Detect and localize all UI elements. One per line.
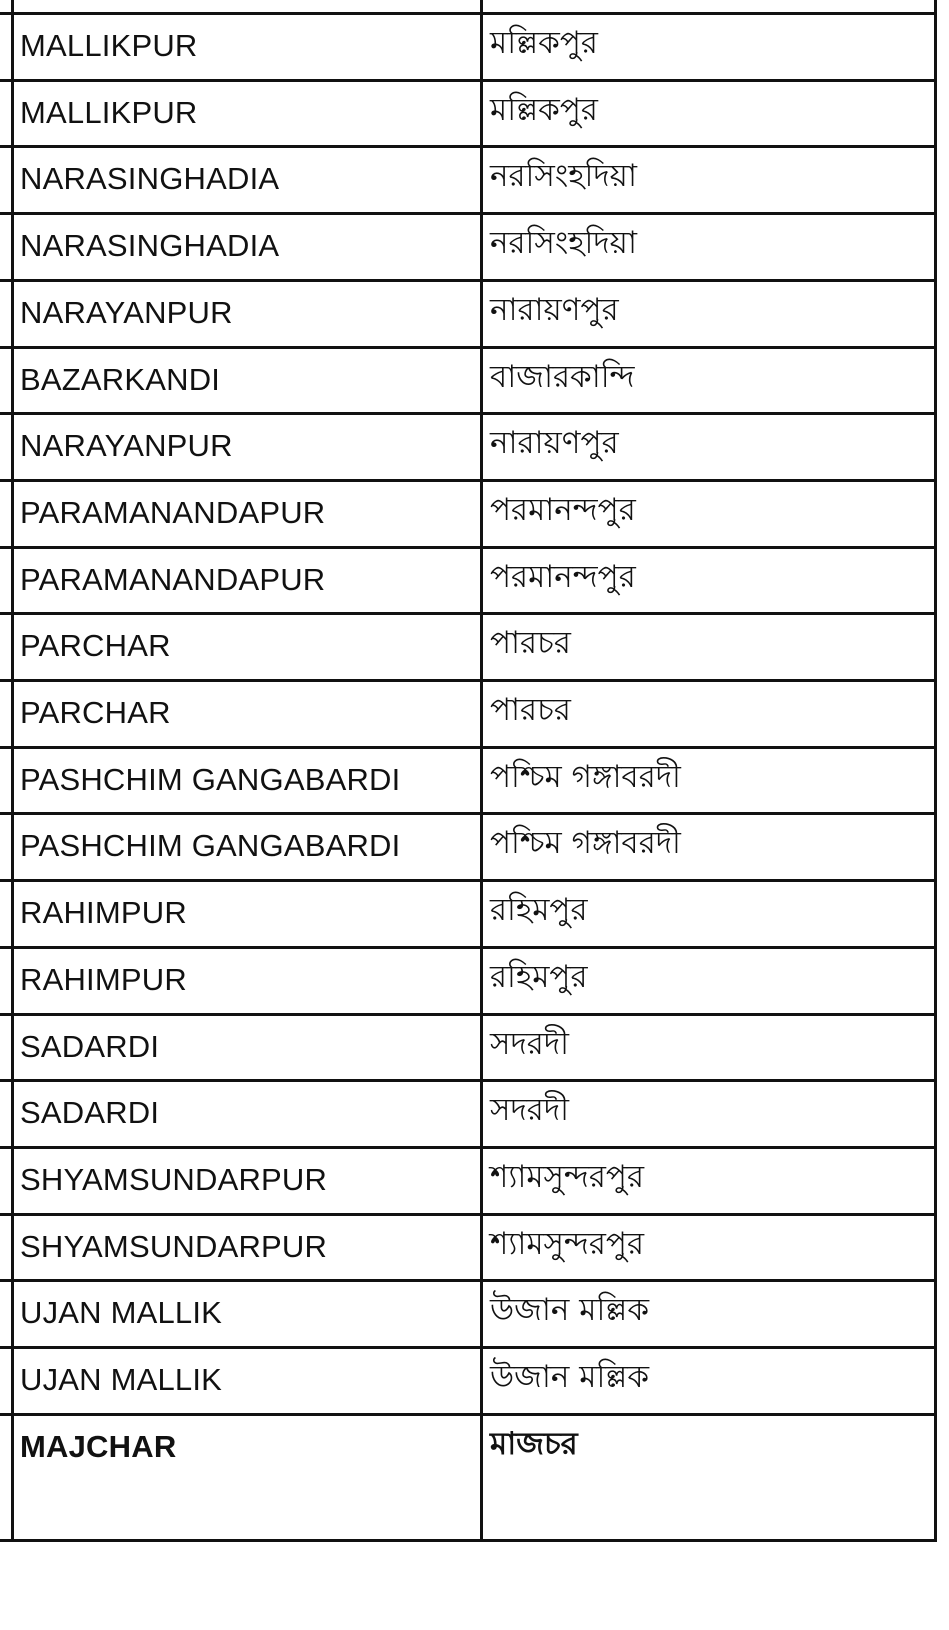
table-row bbox=[11, 12, 937, 82]
table-row bbox=[11, 412, 937, 482]
english-name-cell: UJAN MALLIK bbox=[20, 1295, 223, 1331]
left-rule-stub bbox=[0, 746, 12, 749]
english-name-cell: SADARDI bbox=[20, 1095, 160, 1131]
english-name-cell: MALLIKPUR bbox=[20, 28, 198, 63]
left-rule-stub bbox=[0, 946, 12, 949]
left-rule-stub bbox=[0, 145, 12, 148]
row-separator bbox=[11, 79, 937, 82]
table-row bbox=[11, 812, 937, 882]
english-name-cell: PARCHAR bbox=[20, 695, 171, 730]
bengali-name-cell: রহিমপুর bbox=[490, 958, 588, 995]
bengali-name-cell: পশ্চিম গঙ্গাবরদী bbox=[490, 758, 681, 795]
bengali-name-cell: মাজচর bbox=[490, 1425, 578, 1462]
left-rule-stub bbox=[0, 1213, 12, 1216]
english-name-cell: NARASINGHADIA bbox=[20, 228, 280, 264]
left-rule-stub bbox=[0, 1346, 12, 1349]
table-row bbox=[11, 1079, 937, 1149]
row-separator bbox=[11, 812, 937, 815]
left-rule-stub bbox=[0, 612, 12, 615]
table-row bbox=[11, 479, 937, 549]
row-separator bbox=[11, 279, 937, 282]
english-name-cell: NARASINGHADIA bbox=[20, 161, 280, 197]
english-name-cell: SHYAMSUNDARPUR bbox=[20, 1228, 328, 1264]
table-row bbox=[11, 1413, 937, 1483]
row-separator bbox=[11, 412, 937, 415]
bengali-name-cell: পরমানন্দপুর bbox=[490, 558, 636, 595]
table-row bbox=[11, 1013, 937, 1083]
table-row bbox=[11, 145, 937, 215]
left-rule-stub bbox=[0, 1146, 12, 1149]
table-row bbox=[11, 212, 937, 282]
bengali-name-cell: বাজারকান্দি bbox=[490, 358, 635, 395]
english-name-cell: MAJCHAR bbox=[20, 1428, 177, 1464]
bengali-name-cell: রহিমপুর bbox=[490, 892, 588, 929]
row-separator bbox=[11, 12, 937, 15]
english-name-cell: UJAN MALLIK bbox=[20, 1362, 223, 1397]
row-separator bbox=[11, 879, 937, 882]
english-name-cell: RAHIMPUR bbox=[20, 961, 187, 997]
row-separator bbox=[11, 679, 937, 682]
english-name-cell: PARAMANANDAPUR bbox=[20, 494, 326, 530]
left-rule-stub bbox=[0, 346, 12, 349]
left-rule-stub bbox=[0, 79, 12, 82]
left-rule-stub bbox=[0, 1279, 12, 1282]
bengali-name-cell: শ্যামসুন্দরপুর bbox=[490, 1225, 645, 1262]
left-rule-stub bbox=[0, 412, 12, 415]
table-bottom-border bbox=[11, 1539, 937, 1542]
bengali-name-cell: শ্যামসুন্দরপুর bbox=[490, 1158, 645, 1195]
row-separator bbox=[11, 946, 937, 949]
left-rule-stub bbox=[0, 812, 12, 815]
left-rule-stub bbox=[0, 1539, 12, 1542]
english-name-cell: SHYAMSUNDARPUR bbox=[20, 1161, 328, 1197]
table-row bbox=[11, 1213, 937, 1283]
left-rule-stub bbox=[0, 1413, 12, 1416]
english-name-cell: PARAMANANDAPUR bbox=[20, 561, 326, 597]
bengali-name-cell: নারায়ণপুর bbox=[490, 291, 619, 328]
row-separator bbox=[11, 1413, 937, 1416]
left-rule-stub bbox=[0, 879, 12, 882]
english-name-cell: BAZARKANDI bbox=[20, 361, 221, 397]
left-rule-stub bbox=[0, 479, 12, 482]
english-name-cell: SADARDI bbox=[20, 1028, 160, 1064]
row-separator bbox=[11, 1279, 937, 1282]
bengali-name-cell: সদরদী bbox=[490, 1092, 569, 1129]
english-name-cell: RAHIMPUR bbox=[20, 895, 187, 931]
table-row bbox=[11, 79, 937, 149]
left-rule-stub bbox=[0, 279, 12, 282]
table-row bbox=[11, 1146, 937, 1216]
english-name-cell: NARAYANPUR bbox=[20, 294, 233, 330]
table-row bbox=[11, 679, 937, 749]
left-rule-stub bbox=[0, 212, 12, 215]
row-separator bbox=[11, 1013, 937, 1016]
bengali-name-cell: পারচর bbox=[490, 692, 571, 728]
bengali-name-cell: উজান মল্লিক bbox=[490, 1359, 650, 1395]
table-row bbox=[11, 879, 937, 949]
table-row bbox=[11, 1279, 937, 1349]
row-separator bbox=[11, 1146, 937, 1149]
bengali-name-cell: পারচর bbox=[490, 625, 571, 662]
table-row bbox=[11, 946, 937, 1016]
left-rule-stub bbox=[0, 546, 12, 549]
row-separator bbox=[11, 479, 937, 482]
row-separator bbox=[11, 145, 937, 148]
row-separator bbox=[11, 746, 937, 749]
english-name-cell: NARAYANPUR bbox=[20, 428, 233, 464]
row-separator bbox=[11, 212, 937, 215]
row-separator bbox=[11, 1079, 937, 1082]
bengali-name-cell: নরসিংহদিয়া bbox=[490, 225, 637, 262]
bengali-name-cell: মল্লিকপুর bbox=[490, 25, 598, 61]
table-row bbox=[11, 1346, 937, 1416]
table-row bbox=[11, 746, 937, 816]
left-rule-stub bbox=[0, 1013, 12, 1016]
row-separator bbox=[11, 1213, 937, 1216]
bengali-name-cell: পরমানন্দপুর bbox=[490, 491, 636, 528]
bengali-name-cell: উজান মল্লিক bbox=[490, 1292, 650, 1329]
english-name-cell: PASHCHIM GANGABARDI bbox=[20, 828, 401, 864]
bengali-name-cell: মল্লিকপুর bbox=[490, 91, 598, 128]
table-row bbox=[11, 546, 937, 616]
english-name-cell: PASHCHIM GANGABARDI bbox=[20, 761, 401, 797]
left-rule-stub bbox=[0, 1079, 12, 1082]
table-row bbox=[11, 346, 937, 416]
table-row bbox=[11, 612, 937, 682]
row-separator bbox=[11, 346, 937, 349]
row-separator bbox=[11, 546, 937, 549]
bengali-name-cell: নরসিংহদিয়া bbox=[490, 158, 637, 195]
bengali-name-cell: পশ্চিম গঙ্গাবরদী bbox=[490, 825, 681, 862]
english-name-cell: PARCHAR bbox=[20, 628, 171, 664]
row-separator bbox=[11, 1346, 937, 1349]
table-row bbox=[11, 279, 937, 349]
row-separator bbox=[11, 612, 937, 615]
left-rule-stub bbox=[0, 679, 12, 682]
left-rule-stub bbox=[0, 12, 12, 15]
english-name-cell: MALLIKPUR bbox=[20, 94, 198, 130]
bengali-name-cell: নারায়ণপুর bbox=[490, 425, 619, 462]
bengali-name-cell: সদরদী bbox=[490, 1025, 569, 1062]
